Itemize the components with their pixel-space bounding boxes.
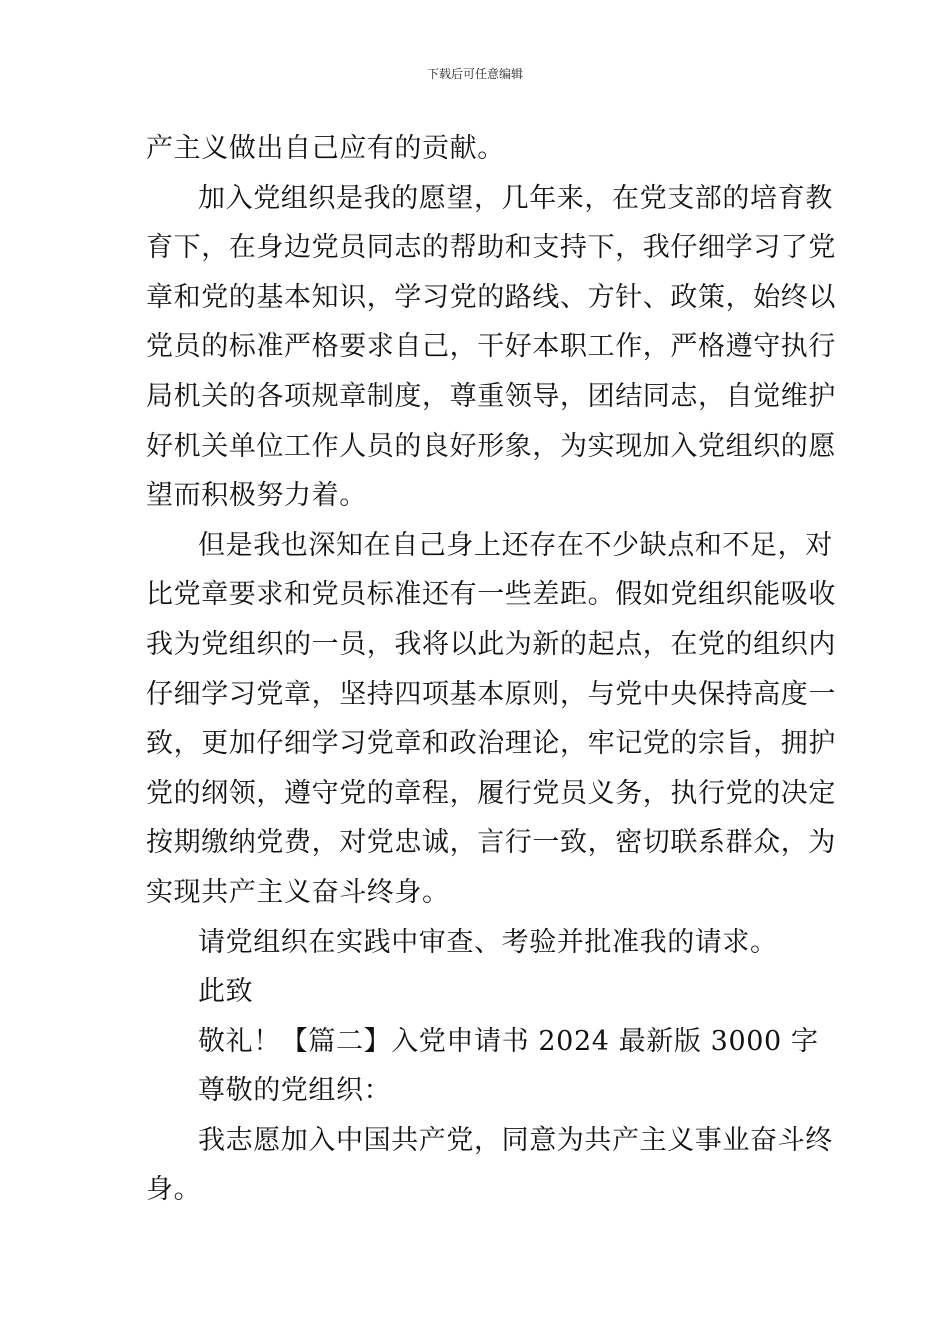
text-line: 育下，在身边党员同志的帮助和支持下，我仔细学习了党 — [146, 232, 836, 264]
text-line: 加入党组织是我的愿望，几年来，在党支部的培育教 — [198, 182, 833, 214]
text-line: 我为党组织的一员，我将以此为新的起点，在党的组织内 — [146, 628, 836, 660]
salutation-line: 尊敬的党组织： — [198, 1075, 392, 1107]
text-line: 党的纲领，遵守党的章程，履行党员义务，执行党的决定 — [146, 777, 836, 809]
closing-line: 此致 — [198, 976, 254, 1008]
text-line: 实现共产主义奋斗终身。 — [146, 876, 450, 908]
text-line: 按期缴纳党费，对党忠诚，言行一致，密切联系群众，为 — [146, 827, 836, 859]
text-line: 仔细学习党章，坚持四项基本原则，与党中央保持高度一 — [146, 678, 836, 710]
text-line: 党员的标准严格要求自己，干好本职工作，严格遵守执行 — [146, 331, 836, 363]
text-line: 望而积极努力着。 — [146, 480, 367, 512]
text-line: 身。 — [146, 1174, 202, 1206]
text-line: 产主义做出自己应有的贡献。 — [146, 133, 505, 164]
text-line: 章和党的基本知识，学习党的路线、方针、政策，始终以 — [146, 281, 836, 313]
text-line: 我志愿加入中国共产党，同意为共产主义事业奋斗终 — [198, 1124, 833, 1156]
text-line: 局机关的各项规章制度，尊重领导，团结同志，自觉维护 — [146, 380, 836, 412]
section-heading-line: 敬礼！【篇二】入党申请书 2024 最新版 3000 字 — [198, 1025, 819, 1057]
page-header-note: 下载后可任意编辑 — [426, 67, 523, 81]
text-line: 比党章要求和党员标准还有一些差距。假如党组织能吸收 — [146, 579, 836, 611]
text-line: 请党组织在实践中审查、考验并批准我的请求。 — [198, 926, 778, 958]
text-line: 但是我也深知在自己身上还存在不少缺点和不足，对 — [198, 529, 833, 561]
text-line: 致，更加仔细学习党章和政治理论，牢记党的宗旨，拥护 — [146, 728, 836, 760]
text-line: 好机关单位工作人员的良好形象，为实现加入党组织的愿 — [146, 430, 836, 462]
document-body — [146, 124, 836, 1215]
